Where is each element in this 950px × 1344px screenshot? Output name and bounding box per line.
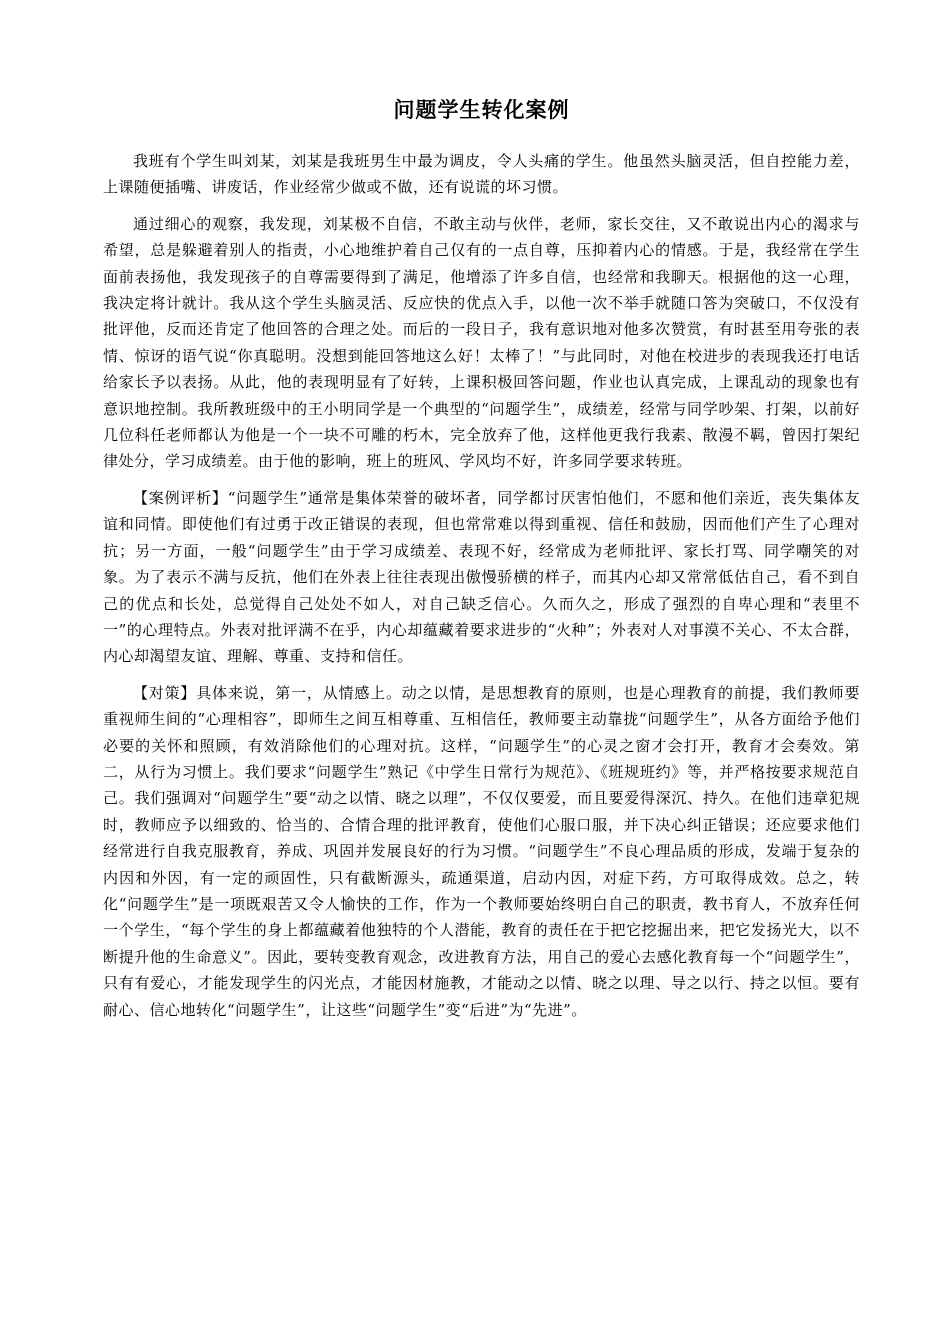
case-analysis-heading: 【案例评析】 xyxy=(133,488,228,507)
paragraph-countermeasures xyxy=(103,680,860,1023)
paragraph-case-analysis xyxy=(103,485,860,670)
paragraph-observation xyxy=(103,211,860,475)
paragraph-countermeasures-text: 具体来说，第一，从情感上。动之以情，是思想教育的原则，也是心理教育的前提，我们教师要重视师生间的“心理相容”，即师生之间互相尊重、互相信任，教师要主动靠拢“问题学生”，从各方面给予他们必要的关怀和照顾，有效消除他们的心理对抗。这样，“问题学生”的心灵之窗才会打开，教育才会奏效。第二，从行为习惯上。我们要求“问题学生”熟记《中学生日常行为规范》、《班规班约》等，并严格按要求规范自己。我们强调对“问题学生”要“动之以情、晓之以理”，不仅仅要爱，而且要爱得深沉、持久。在他们违章犯规时，教师应予以细致的、恰当的、合情合理的批评教育，使他们心服口服，并下决心纠正错误；还应要求他们经常进行自我克服教育，养成、巩固并发展良好的行为习惯。“问题学生”不良心理品质的形成，发端于复杂的内因和外因，有一定的顽固性，只有截断源头，疏通渠道，启动内因，对症下药，方可取得成效。总之，转化“问题学生”是一项既艰苦又令人愉快的工作，作为一个教师要始终明白自己的职责，教书育人，不放弃任何一个学生，“每个学生的身上都蕴藏着他独特的个人潜能，教育的责任在于把它挖掘出来，把它发扬光大，以不断提升他的生命意义”。因此，要转变教育观念，改进教育方法，用自己的爱心去感化教育每一个“问题学生”，只有有爱心，才能发现学生的闪光点，才能因材施教，才能动之以情、晓之以理、导之以行、持之以恒。要有耐心、信心地转化“问题学生”，让这些“问题学生”变“后进”为“先进”。 xyxy=(103,683,860,1019)
document-title: 问题学生转化案例 xyxy=(393,98,570,122)
countermeasures-heading: 【对策】 xyxy=(133,683,197,702)
paragraph-intro-text: 我班有个学生叫刘某，刘某是我班男生中最为调皮，令人头痛的学生。他虽然头脑灵活，但自控能力差，上课随便插嘴、讲废话，作业经常少做或不做，还有说谎的坏习惯。 xyxy=(103,152,860,197)
paragraph-intro xyxy=(103,148,860,201)
paragraph-case-analysis-text: “问题学生”通常是集体荣誉的破坏者，同学都讨厌害怕他们，不愿和他们亲近，丧失集体友谊和同情。即使他们有过勇于改正错误的表现，但也常常难以得到重视、信任和鼓励，因而他们产生了心理对抗；另一方面，一般“问题学生”由于学习成绩差、表现不好，经常成为老师批评、家长打骂、同学嘲笑的对象。为了表示不满与反抗，他们在外表上往往表现出傲慢骄横的样子，而其内心却又常常低估自己，看不到自己的优点和长处，总觉得自己处处不如人，对自己缺乏信心。久而久之，形成了强烈的自卑心理和“表里不一”的心理特点。外表对批评满不在乎，内心却蕴藏着要求进步的“火种”；外表对人对事漠不关心、不太合群，内心却渴望友谊、理解、尊重、支持和信任。 xyxy=(103,488,860,666)
paragraph-observation-text: 通过细心的观察，我发现，刘某极不自信，不敢主动与伙伴，老师，家长交往，又不敢说出内心的渴求与希望，总是躲避着别人的指责，小心地维护着自己仅有的一点自尊，压抑着内心的情感。于是，我经常在学生面前表扬他，我发现孩子的自尊需要得到了满足，他增添了许多自信，也经常和我聊天。根据他的这一心理，我决定将计就计。我从这个学生头脑灵活、反应快的优点入手，以他一次不举手就随口答为突破口，不仅没有批评他，反而还肯定了他回答的合理之处。而后的一段日子，我有意识地对他多次赞赏，有时甚至用夸张的表情、惊讶的语气说“你真聪明。没想到能回答地这么好！太棒了！”与此同时，对他在校进步的表现我还打电话给家长予以表扬。从此，他的表现明显有了好转，上课积极回答问题，作业也认真完成，上课乱动的现象也有意识地控制。我所教班级中的王小明同学是一个典型的“问题学生”，成绩差，经常与同学吵架、打架，以前好几位科任老师都认为他是一个一块不可雕的朽木，完全放弃了他，这样他更我行我素、散漫不羁，曾因打架纪律处分，学习成绩差。由于他的影响，班上的班风、学风均不好，许多同学要求转班。 xyxy=(103,214,860,471)
